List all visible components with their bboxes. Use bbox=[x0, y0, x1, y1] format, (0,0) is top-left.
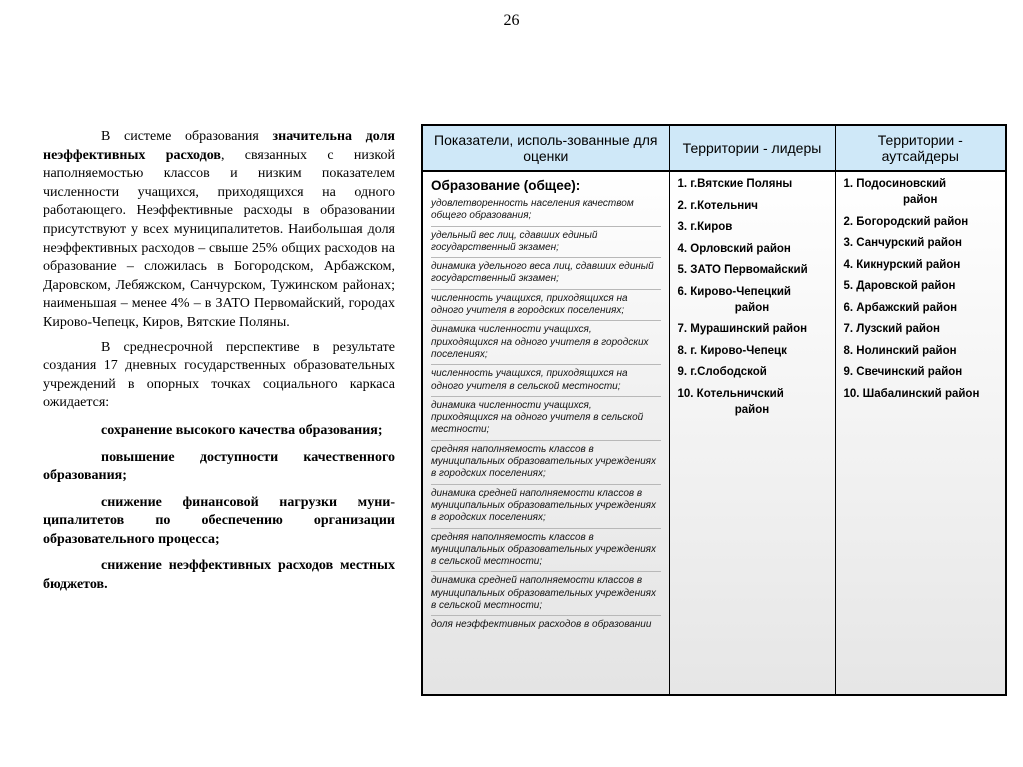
outsider-item-label: 6. Арбажский район bbox=[843, 301, 958, 314]
outsiders-list bbox=[844, 176, 998, 402]
outsider-item bbox=[844, 300, 998, 316]
outsiders-cell bbox=[835, 171, 1005, 694]
outsider-item bbox=[844, 257, 998, 273]
leader-item bbox=[678, 219, 827, 235]
expected-result-2: повышение доступности качественного образования; bbox=[43, 449, 395, 484]
leader-item bbox=[678, 343, 827, 359]
table-body-row bbox=[423, 171, 1005, 694]
leader-item bbox=[678, 241, 827, 257]
paragraph-outlook: В среднесрочной перспективе в результате создания 17 дневных государственных образовательных учреждений в опорных точках социального каркаса ожидается: bbox=[43, 339, 395, 411]
indicators-cell bbox=[423, 171, 669, 694]
outsider-item-label: 10. Шабалинский район bbox=[843, 387, 980, 400]
outsider-item bbox=[844, 386, 998, 402]
leaders-list bbox=[678, 176, 827, 418]
header-leaders: Территории - лидеры bbox=[669, 126, 835, 171]
outsider-item-label: 2. Богородский район bbox=[843, 215, 969, 228]
indicator-item: динамика удельного веса лиц, сдавших единый государственный экзамен; bbox=[431, 261, 661, 290]
outsider-item bbox=[844, 214, 998, 230]
indicator-item: динамика численности учащихся, приходящихся на одного учителя в сельской местности; bbox=[431, 400, 661, 441]
outsider-item bbox=[844, 278, 998, 294]
leader-item bbox=[678, 386, 827, 418]
outsider-item-label: 9. Свечинский район bbox=[843, 366, 963, 378]
leader-item bbox=[678, 176, 827, 192]
indicator-item: динамика средней наполняемости классов в муниципальных образовательных учреждениях в сельской местности; bbox=[431, 575, 661, 616]
leader-item bbox=[678, 364, 827, 380]
outsider-item-label: 5. Даровской район bbox=[843, 280, 956, 292]
leader-item bbox=[678, 321, 827, 337]
outsider-item-label: 8. Нолинский район bbox=[843, 344, 957, 357]
leader-item-label: 6. Кирово-Чепецкий bbox=[677, 285, 791, 298]
indicator-item: средняя наполняемость классов в муниципальных образовательных учреждениях в городских поселениях; bbox=[431, 444, 661, 485]
p1-bold: значительна доля неэффективных расходов bbox=[43, 129, 395, 163]
outsider-item-label: 7. Лузский район bbox=[843, 323, 940, 335]
outsider-item-label: 3. Санчурский район bbox=[843, 237, 962, 249]
leader-item-label: 1. г.Вятские Поляны bbox=[677, 178, 793, 190]
expected-result-4: снижение неэффективных расходов местных бюджетов. bbox=[43, 558, 395, 593]
outsider-item bbox=[844, 364, 998, 380]
outsider-item bbox=[844, 321, 998, 337]
leader-item-label: 4. Орловский район bbox=[677, 242, 791, 255]
outsider-item-label: 4. Кикнурский район bbox=[843, 258, 961, 271]
outsider-item bbox=[844, 235, 998, 251]
main-text bbox=[43, 128, 395, 595]
leader-item bbox=[678, 284, 827, 316]
leader-item-label: 9. г.Слободской bbox=[677, 366, 767, 378]
indicator-item: численность учащихся, приходящихся на одного учителя в городских поселениях; bbox=[431, 293, 661, 322]
leader-item-label: 8. г. Кирово-Чепецк bbox=[677, 344, 787, 357]
leader-item-label: 3. г.Киров bbox=[677, 221, 733, 233]
indicator-item: динамика средней наполняемости классов в муниципальных образовательных учреждениях в городских поселениях; bbox=[431, 488, 661, 529]
paragraph-inefficient-costs bbox=[43, 128, 395, 333]
leader-item-label-cont: район bbox=[734, 403, 770, 416]
leader-item-label-cont: район bbox=[734, 301, 770, 314]
header-indicators: Показатели, исполь-зованные для оценки bbox=[423, 126, 669, 171]
outsider-item bbox=[844, 176, 998, 208]
p1-prefix: В системе образования bbox=[101, 129, 273, 144]
leader-item bbox=[678, 262, 827, 278]
leader-item bbox=[678, 198, 827, 214]
leaders-cell bbox=[669, 171, 835, 694]
p1-rest: , связанных с низкой наполняемостью классов и низким показателем численности учащихся, приходящихся на одного работающего. Неэффективные расходы в образовании присутствуют у всех муниципалитетов. Наибольшая доля неэффективных расходов – свыше 25% общих расходов на образование – сложилась в Богородском, Арбажском, Даровском, Лебяжском, Санчурском, Тужинском районах; наименьшая – менее 4% – в ЗАТО Первомайский, городах Кирово-Чепецк, Киров, Вятские Поляны. bbox=[43, 147, 396, 330]
table-header-row bbox=[423, 126, 1005, 171]
outsider-item-label-cont: район bbox=[903, 194, 938, 206]
indicator-item: удельный вес лиц, сдавших единый государственный экзамен; bbox=[431, 230, 661, 259]
expected-result-1: сохранение высокого качества образования; bbox=[101, 422, 383, 438]
leader-item-label: 2. г.Котельнич bbox=[677, 199, 758, 212]
territory-rating-table bbox=[421, 124, 1007, 696]
indicator-item: динамика численности учащихся, приходящихся на одного учителя в городских поселениях; bbox=[431, 324, 661, 365]
indicators-list bbox=[431, 198, 661, 635]
leader-item-label: 7. Мурашинский район bbox=[677, 323, 808, 335]
section-title: Образование (общее): bbox=[431, 178, 581, 193]
outsider-item-label: 1. Подосиновский bbox=[843, 178, 947, 190]
indicator-item: численность учащихся, приходящихся на одного учителя в сельской местности; bbox=[431, 368, 661, 397]
expected-result-3: снижение финансовой нагрузки муни-ципалитетов по обеспечению организации образовательного процесса; bbox=[43, 494, 395, 547]
outsider-item bbox=[844, 343, 998, 359]
indicator-item: средняя наполняемость классов в муниципальных образовательных учреждениях в сельской местности; bbox=[431, 532, 661, 573]
leader-item-label: 10. Котельничский bbox=[677, 387, 784, 400]
leader-item-label: 5. ЗАТО Первомайский bbox=[677, 264, 808, 276]
indicator-item: удовлетворенность населения качеством общего образования; bbox=[431, 198, 661, 227]
page-number: 26 bbox=[503, 12, 520, 29]
indicator-item: доля неэффективных расходов в образовании bbox=[431, 619, 652, 631]
header-outsiders: Территории - аутсайдеры bbox=[835, 126, 1005, 171]
